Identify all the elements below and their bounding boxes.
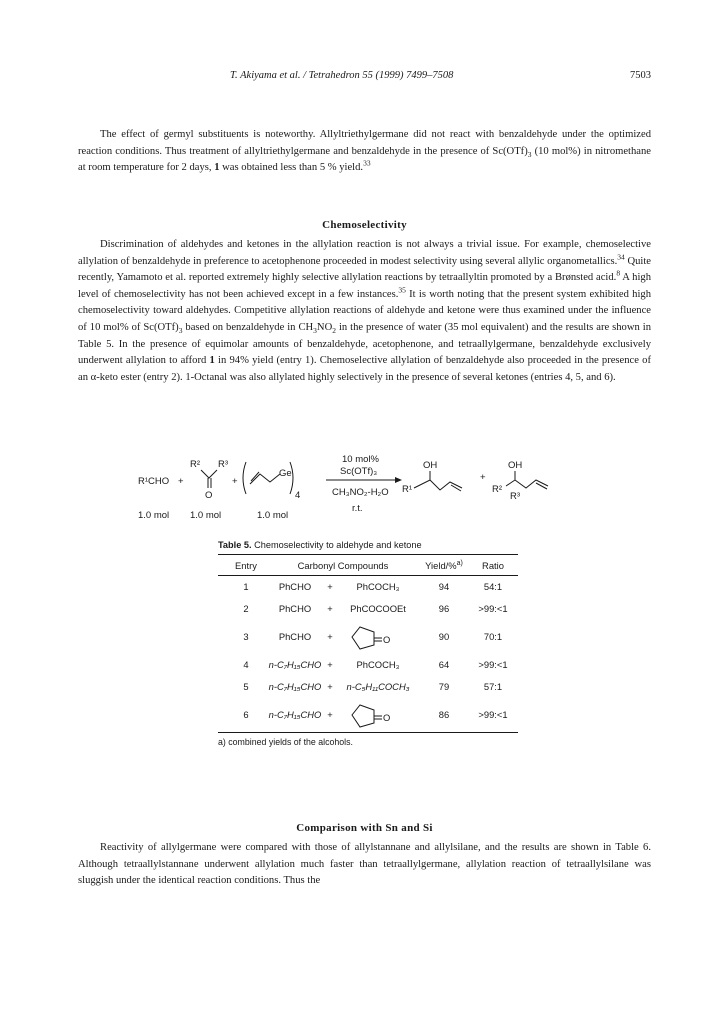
svg-text:CH₃NO₂-H₂O: CH₃NO₂-H₂O <box>332 487 389 498</box>
table-row: 1 PhCHO + PhCOCH₃ 94 54:1 <box>243 581 503 592</box>
reaction-scheme <box>130 450 590 530</box>
paragraph-germyl: The effect of germyl substituents is noteworthy. Allyltriethylgermane did not react with benzaldehyde under the optimized reaction conditions. Thus treatment of allyltriethylgermane and benzaldehyde in the presence of $Sc(OTf)_3$ (10 mol%) in nitromethane at room temperature for 2 days, 1 was obtained less than 5 % yield.$^{33}$ <box>78 129 651 174</box>
svg-text:1.0 mol: 1.0 mol <box>190 510 222 521</box>
aldehyde-label: R¹CHO <box>138 476 170 487</box>
svg-text:Ge: Ge <box>279 468 292 479</box>
svg-text:R²: R² <box>492 484 503 495</box>
svg-text:4: 4 <box>295 490 301 501</box>
svg-text:R²: R² <box>190 459 201 470</box>
table-row: 5 n-C₇H₁₅CHO + n-C₅H₁₁COCH₃ 79 57:1 <box>243 681 503 692</box>
svg-text:+: + <box>232 476 238 487</box>
svg-text:+: + <box>480 472 486 483</box>
svg-text:1.0 mol: 1.0 mol <box>257 510 289 521</box>
journal-reference: T. Akiyama et al. / Tetrahedron 55 (1999) 7499–7508 <box>230 70 454 81</box>
svg-text:10 mol%: 10 mol% <box>342 454 379 465</box>
svg-text:R³: R³ <box>510 491 521 502</box>
svg-text:+: + <box>178 476 184 487</box>
cyclopentanone-structure <box>348 623 428 651</box>
svg-text:OH: OH <box>508 460 523 471</box>
svg-text:O: O <box>383 634 391 645</box>
svg-text:O: O <box>205 490 213 501</box>
paragraph-chemoselectivity: Discrimination of aldehydes and ketones in the allylation reaction is not always a trivial issue. For example, chemoselective allylation of benzaldehyde in preference to acetophenone proceeded in modest selectivity using several allylic organometallics.$^{34}$ Quite recently, Yamamoto et al. reported extremely highly selective allylation reactions by tetraallyltin promoted by a Brønsted acid.$^8$ A high level of chemoselectivity has not been achieved except in a few instances.$^{35}$ It is worth noting that the present system exhibited high chemoselectivity toward aldehydes. Competitive allylation reactions of aldehyde and ketone were thus examined under the influence of 10 mol% of $Sc(OTf)_3$ based on benzaldehyde in $CH_3NO_2$ in the presence of water (35 mol equivalent) and the results are shown in Table 5. In the presence of equimolar amounts of benzaldehyde, acetophenone, and tetraallylgermane, benzaldehyde exclusively underwent allylation to afford 1 in 94% yield (entry 1). Chemoselective allylation of benzaldehyde also proceeded in the presence of an α-keto ester (entry 2). 1-Octanal was also allylated highly selectively in the presence of several ketones (entries 4, 5, and 6). <box>78 239 652 383</box>
section-heading-comparison: Comparison with Sn and Si <box>296 822 433 834</box>
svg-text:R³: R³ <box>218 459 229 470</box>
table-caption: Table 5. Chemoselectivity to aldehyde and ketone <box>218 540 422 550</box>
svg-text:OH: OH <box>423 460 438 471</box>
table-row: 2 PhCHO + PhCOCOOEt 96 >99:<1 <box>243 603 508 614</box>
table-5 <box>218 540 518 747</box>
svg-text:O: O <box>383 712 391 723</box>
table-footnote: a) combined yields of the alcohols. <box>218 737 353 747</box>
cyclopentanone-structure <box>348 701 428 729</box>
running-header <box>78 70 651 86</box>
table-row: 4 n-C₇H₁₅CHO + PhCOCH₃ 64 >99:<1 <box>243 659 508 670</box>
page-number: 7503 <box>630 70 651 81</box>
svg-text:R¹: R¹ <box>402 484 413 495</box>
table-row: 6 n-C₇H₁₅CHO + O 86 >99:<1 <box>218 698 518 732</box>
paragraph-comparison: Reactivity of allylgermane were compared with those of allylstannane and allylsilane, and the results are shown in Table 6. Although tetraallylstannane underwent allylation much faster than tetraallylgermane, allylation reaction of tetraallylsilane was sluggish under the identical reaction conditions. Thus the <box>78 842 651 887</box>
section-heading-chemoselectivity: Chemoselectivity <box>322 219 407 231</box>
svg-text:r.t.: r.t. <box>352 503 363 514</box>
table-header: Entry Carbonyl Compounds Yield/%$^{a)}$ Ratio <box>235 560 504 572</box>
svg-text:Sc(OTf)₃: Sc(OTf)₃ <box>340 466 378 477</box>
svg-text:1.0 mol: 1.0 mol <box>138 510 170 521</box>
table-row: 3 PhCHO + O 90 70:1 <box>218 620 518 654</box>
